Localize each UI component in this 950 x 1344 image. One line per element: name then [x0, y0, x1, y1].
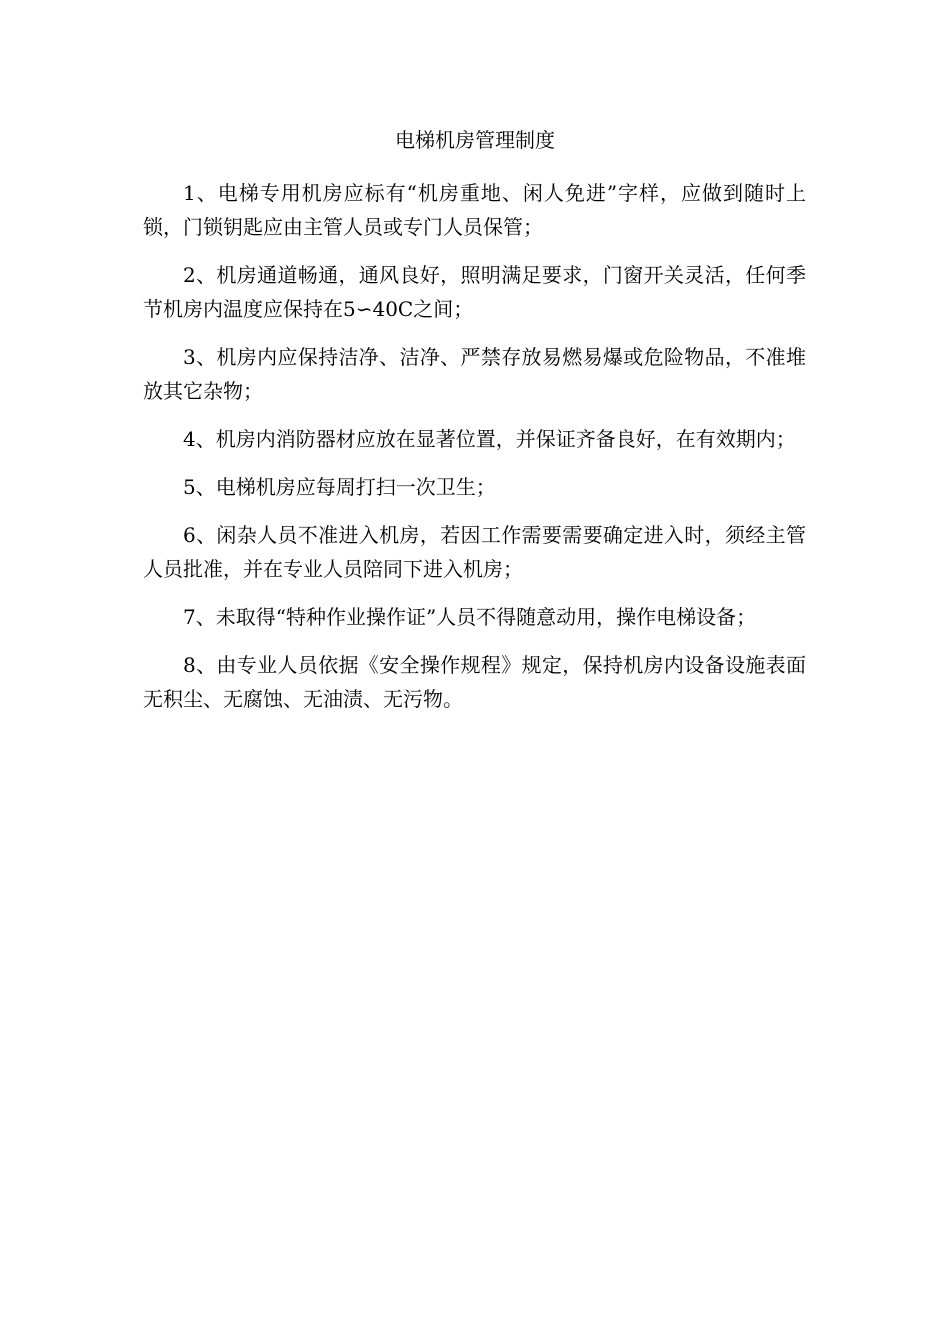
- rule-paragraph-7: 7、未取得“特种作业操作证”人员不得随意动用，操作电梯设备；: [183, 605, 757, 629]
- rule-paragraph-3: 3、机房内应保持洁净、洁净、严禁存放易燃易爆或危险物品，不准堆放其它杂物；: [143, 345, 806, 403]
- rule-paragraph-1: 1、电梯专用机房应标有“机房重地、闲人免进”字样，应做到随时上锁，门锁钥匙应由主管人员或专门人员保管；: [143, 181, 806, 239]
- rule-paragraph-4: 4、机房内消防器材应放在显著位置，并保证齐备良好，在有效期内；: [183, 427, 796, 451]
- rule-paragraph-8: 8、由专业人员依据《安全操作规程》规定，保持机房内设备设施表面无积尘、无腐蚀、无油渍、无污物。: [143, 653, 806, 711]
- rule-paragraph-6: 6、闲杂人员不准进入机房，若因工作需要需要确定进入时，须经主管人员批准，并在专业人员陪同下进入机房；: [143, 523, 806, 581]
- document-body: [143, 176, 806, 730]
- rule-paragraph-5: 5、电梯机房应每周打扫一次卫生；: [183, 475, 496, 499]
- rule-paragraph-2: 2、机房通道畅通，通风良好，照明满足要求，门窗开关灵活，任何季节机房内温度应保持在5∽40C之间；: [143, 263, 806, 321]
- document-title: 电梯机房管理制度: [395, 128, 555, 152]
